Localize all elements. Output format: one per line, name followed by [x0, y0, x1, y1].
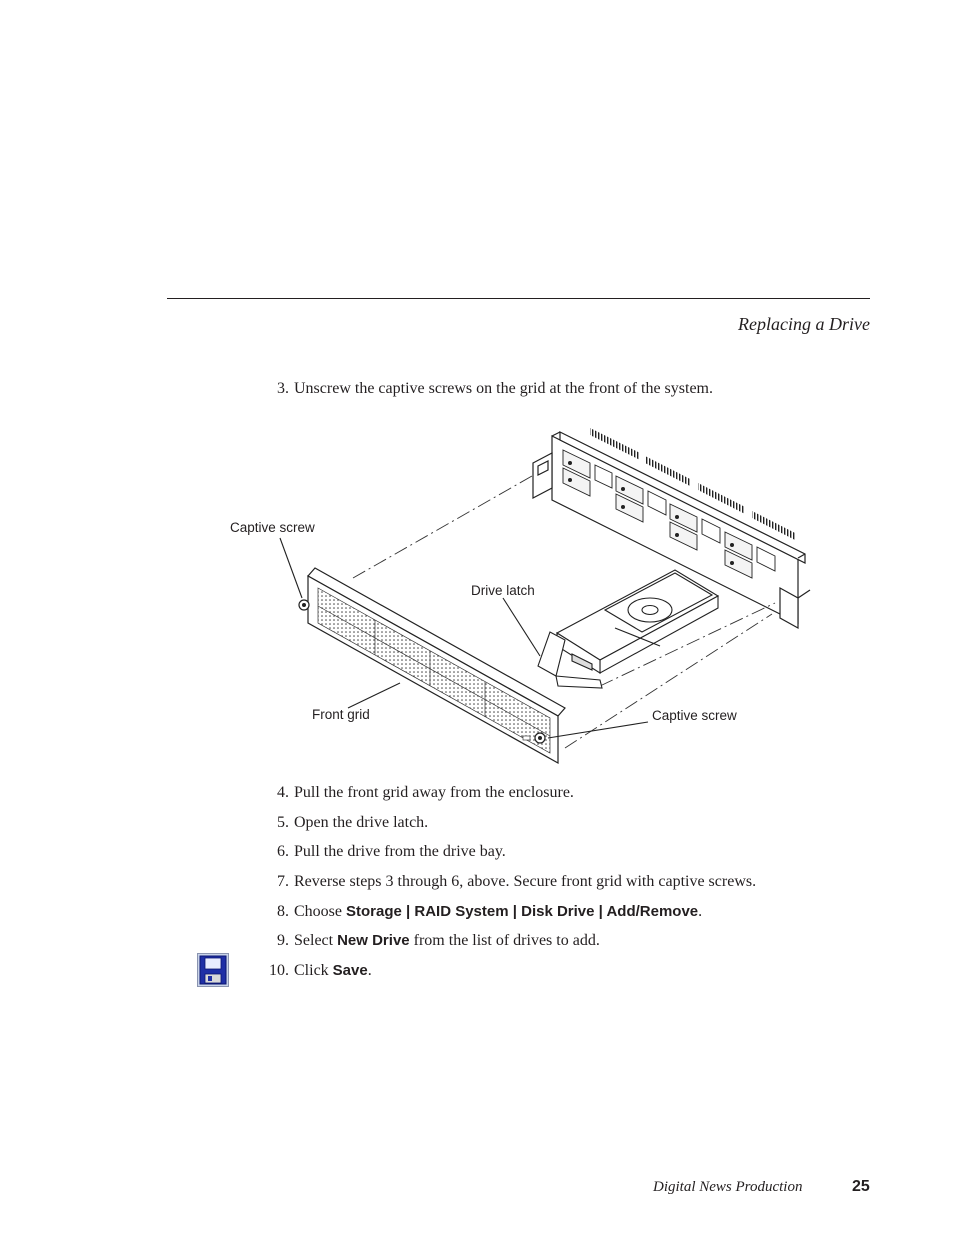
- step-number: 6.: [277, 843, 289, 860]
- step-text-post: .: [698, 903, 703, 920]
- step-number: 4.: [277, 784, 289, 801]
- footer-title: Digital News Production: [653, 1179, 803, 1195]
- step-text-pre: Select: [294, 932, 338, 949]
- step-10: [240, 961, 870, 981]
- step-7: [240, 872, 870, 892]
- page-number: 25: [852, 1178, 870, 1195]
- step-text-pre: Choose: [294, 903, 346, 920]
- step-number: 9.: [277, 932, 289, 949]
- step-6: [240, 842, 870, 862]
- step-text-post: .: [367, 962, 372, 979]
- step-number: 7.: [277, 873, 289, 890]
- step-number: 3.: [277, 380, 289, 397]
- step-3: [240, 379, 870, 399]
- floppy-disk-save-icon: [197, 953, 229, 987]
- ui-term-new-drive: New Drive: [337, 932, 410, 949]
- disk-drive: [538, 570, 718, 688]
- running-head: Replacing a Drive: [738, 314, 870, 334]
- step-number: 10.: [269, 962, 289, 979]
- callout-drive-latch: Drive latch: [471, 583, 535, 598]
- callout-captive-screw-left: Captive screw: [230, 520, 315, 535]
- step-5: [240, 813, 870, 833]
- step-text: Pull the drive from the drive bay.: [294, 843, 506, 860]
- step-text: Unscrew the captive screws on the grid at the front of the system.: [294, 380, 713, 397]
- step-number: 5.: [277, 814, 289, 831]
- step-8: [240, 902, 870, 922]
- step-text: Open the drive latch.: [294, 814, 429, 831]
- header-rule: [167, 298, 870, 299]
- step-9: [240, 931, 870, 951]
- step-text-post: from the list of drives to add.: [409, 932, 600, 949]
- callout-captive-screw-right: Captive screw: [652, 708, 737, 723]
- step-text: [293, 931, 600, 951]
- drive-replacement-figure: [220, 418, 820, 768]
- step-text: [293, 961, 372, 981]
- step-number: 8.: [277, 903, 289, 920]
- step-4: [240, 783, 870, 803]
- step-text-pre: Click: [294, 962, 333, 979]
- step-text: Reverse steps 3 through 6, above. Secure front grid with captive screws.: [294, 873, 757, 890]
- ui-term-save: Save: [332, 962, 368, 979]
- step-text: Pull the front grid away from the enclosure.: [294, 784, 574, 801]
- menu-path: Storage | RAID System | Disk Drive | Add/Remove: [346, 903, 699, 920]
- step-text: [293, 902, 702, 922]
- callout-front-grid: Front grid: [312, 707, 370, 722]
